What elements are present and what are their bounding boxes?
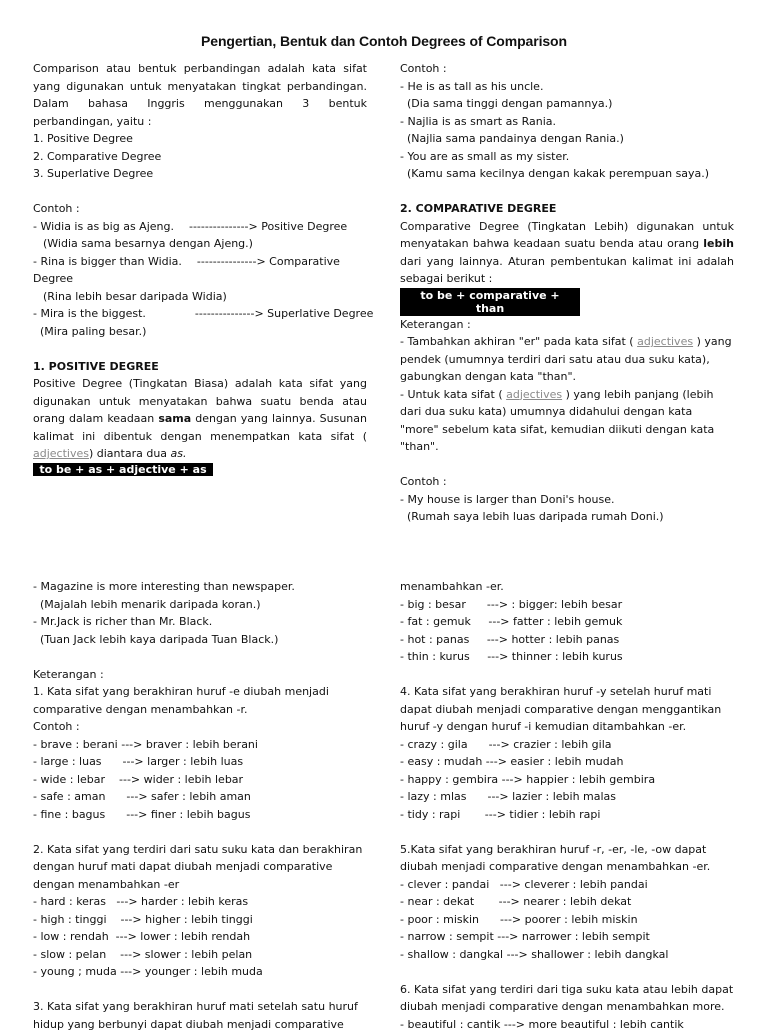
example-line <box>33 253 367 271</box>
example-continuation: Degree <box>33 270 367 288</box>
rule-example: - low : rendah ---> lower : lebih rendah <box>33 928 367 946</box>
rule-example: - big : besar ---> : bigger: lebih besar <box>400 596 734 614</box>
rules-right-column <box>400 578 734 1033</box>
section-heading-comparative: 2. COMPARATIVE DEGREE <box>400 200 734 218</box>
positive-formula-box: to be + as + adjective + as <box>33 463 213 476</box>
rule-example: - wide : lebar ---> wider : lebih lebar <box>33 771 367 789</box>
adjectives-link[interactable]: adjectives <box>506 388 562 401</box>
intro-column <box>33 60 367 476</box>
text-run: - Untuk kata sifat ( <box>400 388 503 401</box>
rule-text: 6. Kata sifat yang terdiri dari tiga suku kata atau lebih dapat diubah menjadi comparative dengan menambahkan more. <box>400 981 734 1016</box>
text-run: Positive Degree (Tingkatan Biasa) adalah kata sifat yang digunakan untuk menyatakan bahwa suatu benda atau orang dalam keadaan <box>33 377 367 425</box>
example-translation: (Rumah saya lebih luas daripada rumah Doni.) <box>400 508 734 526</box>
degree-list-item: 1. Positive Degree <box>33 130 367 148</box>
rule-example: - high : tinggi ---> higher : lebih tinggi <box>33 911 367 929</box>
text-run: dari yang lainnya. Aturan pembentukan kalimat ini adalah sebagai berikut : <box>400 255 734 286</box>
keterangan-rule <box>400 386 734 456</box>
degree-list-item: 3. Superlative Degree <box>33 165 367 183</box>
text-run: ) yang pendek (umumnya terdiri dari satu atau dua suku kata), gabungkan dengan kata "than". <box>400 335 732 383</box>
rule-example: - crazy : gila ---> crazier : lebih gila <box>400 736 734 754</box>
comparative-column <box>400 60 734 526</box>
rule-example: - tidy : rapi ---> tidier : lebih rapi <box>400 806 734 824</box>
rule-text: 5.Kata sifat yang berakhiran huruf -r, -er, -le, -ow dapat diubah menjadi comparative dengan menambahkan -er. <box>400 841 734 876</box>
example-arrow: ---------------> Comparative <box>197 255 340 268</box>
rule-example: - brave : berani ---> braver : lebih berani <box>33 736 367 754</box>
comparative-formula-box <box>400 288 580 316</box>
rule-example: - lazy : mlas ---> lazier : lebih malas <box>400 788 734 806</box>
rule-example: - beautiful : cantik ---> more beautiful : lebih cantik <box>400 1016 734 1033</box>
example-translation: (Majalah lebih menarik daripada koran.) <box>33 596 367 614</box>
example-translation: (Mira paling besar.) <box>33 323 367 341</box>
example-arrow: ---------------> Superlative Degree <box>195 307 373 320</box>
example-sentence: - Najlia is as smart as Rania. <box>400 113 734 131</box>
comparative-paragraph <box>400 218 734 288</box>
bold-word: sama <box>158 412 191 425</box>
example-sentence: - Mr.Jack is richer than Mr. Black. <box>33 613 367 631</box>
adjectives-link[interactable]: adjectives <box>637 335 693 348</box>
keterangan-rule <box>400 333 734 386</box>
rule-example: - hot : panas ---> hotter : lebih panas <box>400 631 734 649</box>
positive-paragraph <box>33 375 367 463</box>
intro-paragraph: Comparison atau bentuk perbandingan adalah kata sifat yang digunakan untuk menyatakan tingkat perbandingan. Dalam bahasa Inggris menggunakan 3 bentuk perbandingan, yaitu : <box>33 60 367 130</box>
example-arrow: ---------------> Positive Degree <box>189 220 347 233</box>
rule-example: - easy : mudah ---> easier : lebih mudah <box>400 753 734 771</box>
example-translation: (Kamu sama kecilnya dengan kakak perempuan saya.) <box>400 165 734 183</box>
formula-line: to be + comparative + <box>400 289 580 302</box>
text-run: - Tambahkan akhiran "er" pada kata sifat ( <box>400 335 634 348</box>
rule-text: 4. Kata sifat yang berakhiran huruf -y setelah huruf mati dapat diubah menjadi comparative dengan menggantikan huruf -y dengan huruf -i kemudian ditambahkan -er. <box>400 683 734 736</box>
example-line <box>33 218 367 236</box>
text-run: Comparative Degree (Tingkatan Lebih) digunakan untuk menyatakan bahwa keadaan suatu benda atau orang <box>400 220 734 251</box>
rule-example: - fat : gemuk ---> fatter : lebih gemuk <box>400 613 734 631</box>
example-line <box>33 305 367 323</box>
example-translation: (Tuan Jack lebih kaya daripada Tuan Black.) <box>33 631 367 649</box>
contoh-label: Contoh : <box>33 200 367 218</box>
example-sentence: - He is as tall as his uncle. <box>400 78 734 96</box>
rule-text: 2. Kata sifat yang terdiri dari satu suku kata dan berakhiran dengan huruf mati dapat diubah menjadi comparative dengan menambahkan -er <box>33 841 367 894</box>
example-sentence: - Widia is as big as Ajeng. <box>33 220 174 233</box>
contoh-label: Contoh : <box>400 473 734 491</box>
rule-continuation: menambahkan -er. <box>400 578 734 596</box>
example-sentence: - You are as small as my sister. <box>400 148 734 166</box>
adjectives-link[interactable]: adjectives <box>33 447 89 460</box>
rule-example: - slow : pelan ---> slower : lebih pelan <box>33 946 367 964</box>
rule-example: - near : dekat ---> nearer : lebih dekat <box>400 893 734 911</box>
rule-example: - clever : pandai ---> cleverer : lebih pandai <box>400 876 734 894</box>
example-translation: (Dia sama tinggi dengan pamannya.) <box>400 95 734 113</box>
rule-example: - thin : kurus ---> thinner : lebih kurus <box>400 648 734 666</box>
rule-example: - large : luas ---> larger : lebih luas <box>33 753 367 771</box>
section-heading-positive: 1. POSITIVE DEGREE <box>33 358 367 376</box>
example-translation: (Najlia sama pandainya dengan Rania.) <box>400 130 734 148</box>
example-sentence: - My house is larger than Doni's house. <box>400 491 734 509</box>
keterangan-label: Keterangan : <box>400 316 734 334</box>
rule-example: - young ; muda ---> younger : lebih muda <box>33 963 367 981</box>
rule-example: - happy : gembira ---> happier : lebih gembira <box>400 771 734 789</box>
example-translation: (Rina lebih besar daripada Widia) <box>33 288 367 306</box>
degree-list-item: 2. Comparative Degree <box>33 148 367 166</box>
rule-example: - shallow : dangkal ---> shallower : lebih dangkal <box>400 946 734 964</box>
italic-word: as. <box>171 447 187 460</box>
page-title: Pengertian, Bentuk dan Contoh Degrees of Comparison <box>0 33 768 49</box>
text-run: dengan yang lainnya. Susunan kalimat ini dibentuk dengan menempatkan kata sifat ( <box>33 412 367 443</box>
example-sentence: - Mira is the biggest. <box>33 307 146 320</box>
rule-text: 1. Kata sifat yang berakhiran huruf -e diubah menjadi comparative dengan menambahkan -r. <box>33 683 367 718</box>
example-sentence: - Rina is bigger than Widia. <box>33 255 182 268</box>
bold-word: lebih <box>703 237 734 250</box>
rule-example: - poor : miskin ---> poorer : lebih miskin <box>400 911 734 929</box>
rules-left-column <box>33 578 367 1033</box>
text-run: ) yang lebih panjang (lebih dari dua suku kata) umumnya didahului dengan kata "more" sebelum kata sifat, kemudian diikuti dengan kata "than". <box>400 388 714 454</box>
text-run: ) diantara dua <box>89 447 167 460</box>
rule-example: - fine : bagus ---> finer : lebih bagus <box>33 806 367 824</box>
formula-line: than <box>400 302 580 315</box>
rule-example: - safe : aman ---> safer : lebih aman <box>33 788 367 806</box>
example-sentence: - Magazine is more interesting than newspaper. <box>33 578 367 596</box>
rule-example: - narrow : sempit ---> narrower : lebih sempit <box>400 928 734 946</box>
contoh-label: Contoh : <box>33 718 367 736</box>
contoh-label: Contoh : <box>400 60 734 78</box>
rule-text: 3. Kata sifat yang berakhiran huruf mati setelah satu huruf hidup yang berbunyi dapat diubah menjadi comparative <box>33 998 367 1033</box>
rule-example: - hard : keras ---> harder : lebih keras <box>33 893 367 911</box>
example-translation: (Widia sama besarnya dengan Ajeng.) <box>33 235 367 253</box>
keterangan-label: Keterangan : <box>33 666 367 684</box>
